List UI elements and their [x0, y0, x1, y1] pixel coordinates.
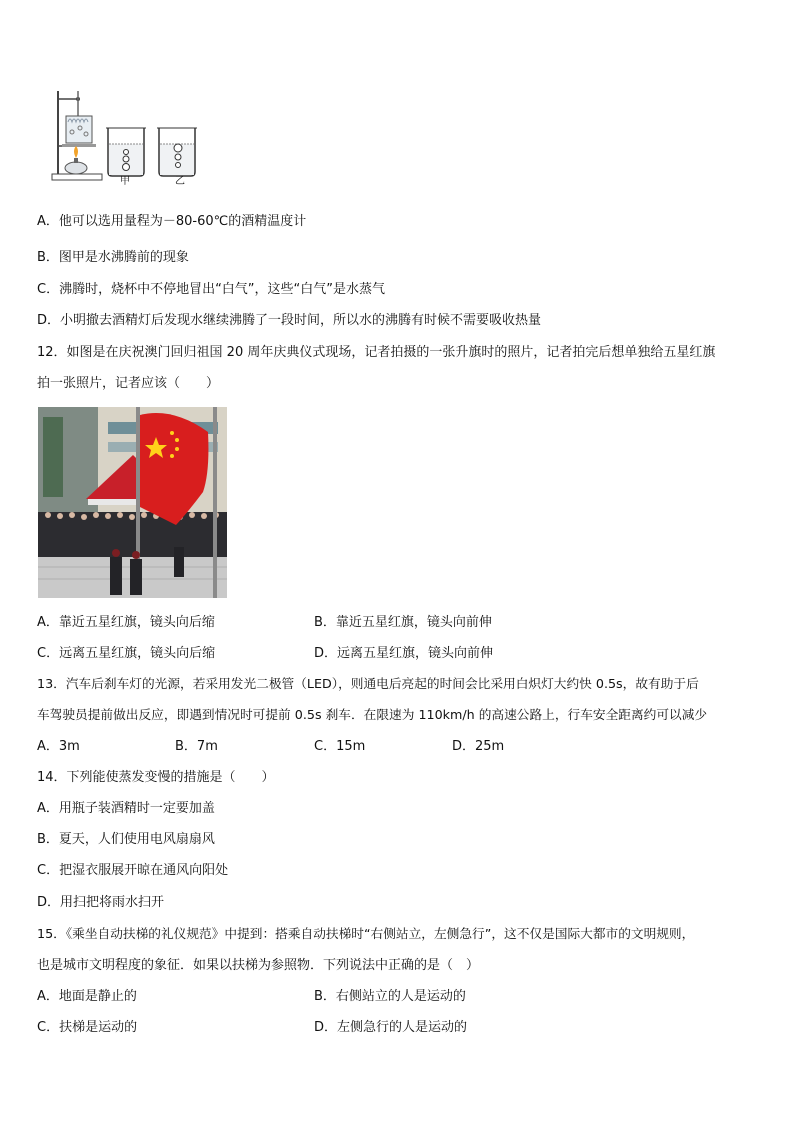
stand-base [52, 174, 102, 180]
fig-label-yi: 乙 [175, 176, 185, 187]
q14-option-a: A．用瓶子装酒精时一定要加盖 [37, 801, 215, 816]
fig-label-jia: 甲 [120, 176, 130, 187]
q12-stem-line1: 12．如图是在庆祝澳门回归祖国 20 周年庆典仪式现场，记者拍摄的一张升旗时的照片，记者拍完后想单独给五星红旗 [37, 345, 716, 360]
q15-option-b: B．右侧站立的人是运动的 [314, 989, 466, 1004]
flame-icon [74, 146, 78, 158]
q11-option-a: A．他可以选用量程为－80-60℃的酒精温度计 [37, 214, 307, 229]
q13-option-b: B．7m [175, 739, 218, 754]
q14-option-c: C．把湿衣服展开晾在通风向阳处 [37, 863, 229, 878]
flag-raising-photo [38, 407, 227, 598]
beaker-jia [106, 128, 146, 176]
boiling-experiment-figure [48, 88, 208, 188]
q15-option-d: D．左侧急行的人是运动的 [314, 1020, 468, 1035]
q12-option-b: B．靠近五星红旗，镜头向前伸 [314, 615, 492, 630]
q15-stem-line2: 也是城市文明程度的象征．如果以扶梯为参照物．下列说法中正确的是（ ） [37, 958, 480, 973]
q12-option-a: A．靠近五星红旗，镜头向后缩 [37, 615, 215, 630]
alcohol-lamp [65, 162, 87, 174]
q14-option-b: B．夏天，人们使用电风扇扇风 [37, 832, 215, 847]
q15-option-c: C．扶梯是运动的 [37, 1020, 138, 1035]
q14-stem: 14．下列能使蒸发变慢的措施是（ ） [37, 770, 275, 785]
q15-stem-line1: 15．《乘坐自动扶梯的礼仪规范》中提到：搭乘自动扶梯时“右侧站立，左侧急行”，这不仅是国际大都市的文明规则， [37, 926, 695, 941]
beaker-yi [157, 128, 197, 176]
q12-stem-line2: 拍一张照片，记者应该（ ） [37, 376, 220, 391]
q11-option-d: D．小明撤去酒精灯后发现水继续沸腾了一段时间，所以水的沸腾有时候不需要吸收热量 [37, 313, 542, 328]
q13-option-a: A．3m [37, 739, 80, 754]
q13-stem-line2: 车驾驶员提前做出反应，即遇到情况时可提前 0.5s 刹车．在限速为 110km/h 的高速公路上，行车安全距离约可以减少 [37, 707, 708, 722]
q13-option-c: C．15m [314, 739, 366, 754]
q11-option-b: B．图甲是水沸腾前的现象 [37, 250, 189, 265]
q12-option-d: D．远离五星红旗，镜头向前伸 [314, 646, 494, 661]
q13-stem-line1: 13．汽车后刹车灯的光源，若采用发光二极管（LED），则通电后亮起的时间会比采用白炽灯大约快 0.5s，故有助于后 [37, 676, 699, 691]
q12-option-c: C．远离五星红旗，镜头向后缩 [37, 646, 216, 661]
q14-option-d: D．用扫把将雨水扫开 [37, 895, 165, 910]
q13-option-d: D．25m [452, 739, 505, 754]
q15-option-a: A．地面是静止的 [37, 989, 137, 1004]
q11-option-c: C．沸腾时，烧杯中不停地冒出“白气”，这些“白气”是水蒸气 [37, 282, 386, 297]
